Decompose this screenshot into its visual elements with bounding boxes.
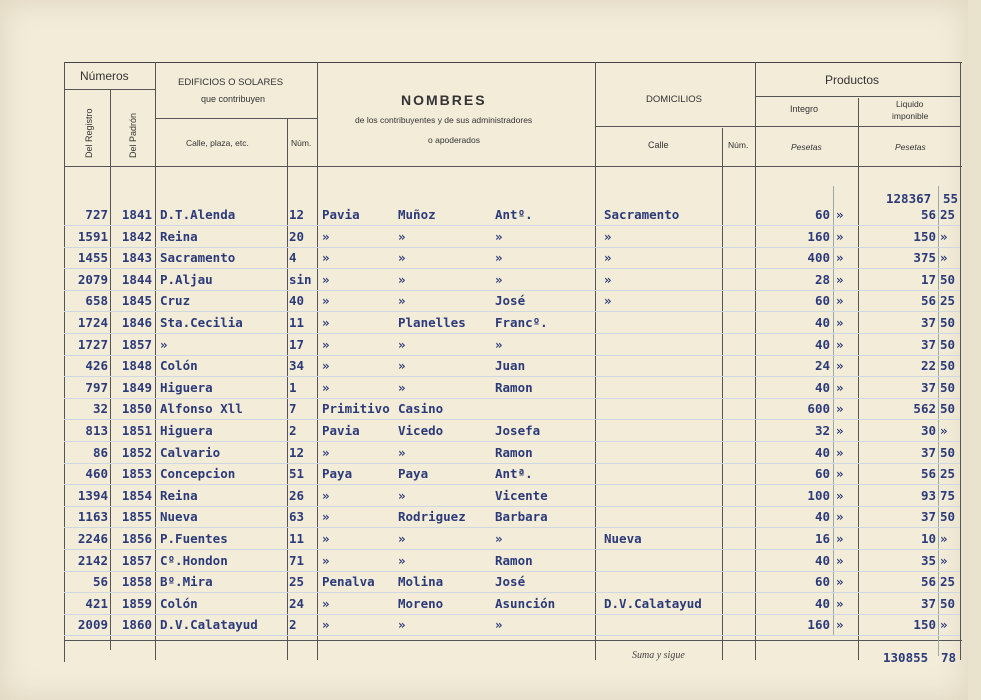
cell-apellido2: Planelles [398, 315, 466, 330]
cell-integro: 160 [807, 228, 830, 244]
cell-apellido2: Rodriguez [398, 509, 466, 525]
cell-liquido-cents: 50 [940, 336, 956, 352]
header-nombres-sub2: o apoderados [428, 135, 480, 145]
cell-liquido-cents: 50 [940, 595, 956, 611]
header-dom-num: Núm. [728, 140, 749, 150]
cell-integro: 100 [807, 487, 830, 503]
cell-integro-cents: » [836, 271, 844, 287]
cell-liquido: 56 [920, 574, 936, 590]
productos-rule [755, 96, 960, 97]
cell-apellido2: Muñoz [398, 207, 436, 222]
cell-liquido-cents: 50 [940, 509, 956, 525]
cell-liquido: 56 [920, 207, 936, 222]
row-rule [64, 268, 960, 269]
cell-apellido1: » [322, 315, 330, 330]
cell-liquido-cents: » [940, 552, 948, 568]
cell-liquido-cents: 50 [940, 271, 956, 287]
cell-registro: 2142 [77, 552, 108, 568]
cell-calle: Sta.Cecilia [160, 315, 243, 330]
cell-integro-cents: » [836, 315, 844, 330]
header-dom-calle: Calle [648, 140, 669, 150]
cell-liquido: 56 [920, 466, 936, 482]
cell-nombre: Asunción [495, 595, 556, 611]
cell-integro: 60 [814, 466, 830, 482]
cell-apellido2: » [398, 487, 406, 503]
cell-registro: 421 [85, 595, 108, 611]
cell-padron: 1846 [121, 315, 152, 330]
cell-apellido1: » [322, 552, 330, 568]
cell-apellido1: » [322, 444, 330, 460]
cell-calle: P.Aljau [160, 271, 213, 287]
header-nombres-sub1: de los contribuyentes y de sus administradores [355, 115, 533, 125]
cell-apellido2: » [398, 293, 406, 309]
cell-apellido2: » [398, 379, 406, 395]
cell-liquido: 37 [920, 595, 936, 611]
cell-liquido-cents: 25 [940, 207, 956, 222]
cell-calle: Reina [160, 487, 198, 503]
cell-integro: 16 [814, 531, 830, 546]
cell-registro: 1591 [77, 228, 108, 244]
cell-nombre: Josefa [495, 423, 541, 438]
edificios-rule [155, 118, 317, 119]
cell-integro-cents: » [836, 293, 844, 309]
cell-apellido1: » [322, 358, 330, 374]
cell-liquido: 17 [920, 271, 936, 287]
next-page-edge [968, 0, 981, 700]
row-rule [64, 549, 960, 550]
cell-apellido2: » [398, 552, 406, 568]
row-rule [64, 484, 960, 485]
cell-liquido: 37 [920, 315, 936, 330]
row-rule [64, 614, 960, 615]
table-bottom-rule [64, 640, 962, 641]
cell-apellido1: Penalva [322, 574, 375, 590]
cell-liquido: 22 [920, 358, 936, 374]
cell-calle: Colón [160, 358, 198, 374]
cell-registro: 658 [85, 293, 108, 309]
cell-calle: D.T.Alenda [160, 207, 236, 222]
cell-integro: 40 [814, 444, 830, 460]
cell-domicilio: » [604, 250, 612, 266]
suma-y-sigue-label: Suma y sigue [632, 650, 685, 661]
cell-liquido-cents: 50 [940, 379, 956, 395]
cell-liquido-cents: 50 [940, 358, 956, 374]
cell-integro-cents: » [836, 466, 844, 482]
cell-padron: 1842 [121, 228, 152, 244]
col-line [858, 98, 859, 660]
cell-registro: 86 [92, 444, 108, 460]
cell-apellido1: Primitivo [322, 401, 390, 417]
cell-num: 2 [289, 617, 297, 633]
cell-liquido-cents: 50 [940, 401, 956, 417]
cell-calle: Sacramento [160, 250, 236, 266]
cell-num: 11 [289, 315, 305, 330]
cell-num: 1 [289, 379, 297, 395]
cell-liquido: 37 [920, 336, 936, 352]
cell-liquido: 37 [920, 509, 936, 525]
cell-num: 17 [289, 336, 305, 352]
cell-nombre: Ramon [495, 444, 533, 460]
header-pesetas-liquido: Pesetas [895, 142, 926, 152]
row-rule [64, 527, 960, 528]
row-rule [64, 333, 960, 334]
row-rule [64, 506, 960, 507]
cell-padron: 1853 [121, 466, 152, 482]
cell-liquido-cents: 25 [940, 293, 956, 309]
cell-apellido1: » [322, 509, 330, 525]
cell-domicilio: » [604, 293, 612, 309]
row-rule [64, 571, 960, 572]
cell-calle: Concepcion [160, 466, 236, 482]
cell-calle: Colón [160, 595, 198, 611]
cell-integro-cents: » [836, 531, 844, 546]
cell-integro-cents: » [836, 617, 844, 633]
header-bottom-rule [64, 166, 962, 167]
cell-liquido: 150 [913, 617, 936, 633]
cell-liquido-cents: 50 [940, 315, 956, 330]
cell-registro: 460 [85, 466, 108, 482]
cell-padron: 1858 [121, 574, 152, 590]
cell-domicilio: » [604, 271, 612, 287]
cell-nombre: José [495, 293, 526, 309]
cell-liquido-cents: » [940, 617, 948, 633]
cell-registro: 2079 [77, 271, 108, 287]
cell-domicilio: D.V.Calatayud [604, 595, 702, 611]
cell-padron: 1851 [121, 423, 152, 438]
cell-registro: 426 [85, 358, 108, 374]
cell-integro: 40 [814, 552, 830, 568]
cell-nombre: » [495, 617, 503, 633]
col-line [287, 118, 288, 660]
cell-num: 7 [289, 401, 297, 417]
header-numeros: Números [80, 69, 129, 83]
cell-liquido-cents: 50 [940, 444, 956, 460]
row-rule [64, 635, 960, 636]
cell-integro-cents: » [836, 574, 844, 590]
cell-apellido2: » [398, 271, 406, 287]
row-rule [64, 225, 960, 226]
cell-apellido1: » [322, 487, 330, 503]
cell-calle: Nueva [160, 509, 198, 525]
cell-liquido: 37 [920, 379, 936, 395]
cell-integro: 40 [814, 336, 830, 352]
cell-padron: 1849 [121, 379, 152, 395]
cell-num: 25 [289, 574, 305, 590]
cell-integro: 40 [814, 379, 830, 395]
cell-apellido2: Casino [398, 401, 444, 417]
row-rule [64, 290, 960, 291]
cell-apellido2: » [398, 444, 406, 460]
cell-apellido2: » [398, 531, 406, 546]
cell-calle: Cruz [160, 293, 191, 309]
cell-apellido1: Pavia [322, 423, 360, 438]
cell-nombre: » [495, 271, 503, 287]
cell-padron: 1857 [121, 552, 152, 568]
cell-padron: 1855 [121, 509, 152, 525]
cell-integro-cents: » [836, 228, 844, 244]
cell-integro: 24 [814, 358, 830, 374]
header-pesetas-integro: Pesetas [791, 142, 822, 152]
cell-calle: D.V.Calatayud [160, 617, 258, 633]
cell-registro: 2246 [77, 531, 108, 546]
cell-liquido-cents: 25 [940, 574, 956, 590]
cell-domicilio: » [604, 228, 612, 244]
col-line [938, 186, 939, 656]
cell-integro-cents: » [836, 595, 844, 611]
cell-integro-cents: » [836, 444, 844, 460]
cell-apellido1: » [322, 617, 330, 633]
header-calle-plaza: Calle, plaza, etc. [186, 138, 249, 148]
cell-integro-cents: » [836, 423, 844, 438]
cell-calle: Cº.Hondon [160, 552, 228, 568]
cell-apellido2: » [398, 250, 406, 266]
header-edificios: EDIFICIOS O SOLARES [178, 77, 284, 88]
cell-num: 12 [289, 444, 305, 460]
col-line [110, 90, 111, 650]
cell-num: 12 [289, 207, 305, 222]
cell-calle: Reina [160, 228, 198, 244]
cell-apellido2: Paya [398, 466, 429, 482]
cell-integro: 32 [814, 423, 830, 438]
cell-liquido-cents: » [940, 250, 948, 266]
row-rule [64, 247, 960, 248]
cell-registro: 727 [85, 207, 108, 222]
cell-num: 34 [289, 358, 305, 374]
cell-registro: 797 [85, 379, 108, 395]
cell-registro: 1727 [77, 336, 108, 352]
cell-nombre: José [495, 574, 526, 590]
row-rule [64, 441, 960, 442]
cell-liquido: 56 [920, 293, 936, 309]
header-que-contribuyen: que contribuyen [201, 94, 266, 104]
top-rule [64, 62, 962, 63]
cell-padron: 1850 [121, 401, 152, 417]
row-rule [64, 376, 960, 377]
col-line [722, 128, 723, 660]
cell-domicilio: Sacramento [604, 207, 680, 222]
cell-apellido1: Pavia [322, 207, 360, 222]
cell-integro-cents: » [836, 401, 844, 417]
cell-nombre: Antº. [495, 207, 533, 222]
cell-apellido2: » [398, 336, 406, 352]
cell-padron: 1845 [121, 293, 152, 309]
cell-liquido-cents: 25 [940, 466, 956, 482]
footer-total-cents: 78 [941, 650, 957, 665]
cell-integro-cents: » [836, 379, 844, 395]
cell-liquido-cents: » [940, 531, 948, 546]
cell-nombre: Ramon [495, 379, 533, 395]
cell-integro: 600 [807, 401, 830, 417]
cell-padron: 1852 [121, 444, 152, 460]
cell-integro-cents: » [836, 336, 844, 352]
cell-integro: 60 [814, 293, 830, 309]
productos-sub-rule [755, 126, 960, 127]
cell-integro-cents: » [836, 509, 844, 525]
cell-integro-cents: » [836, 250, 844, 266]
header-integro: Integro [790, 104, 819, 114]
cell-liquido: 93 [920, 487, 936, 503]
numeros-rule [64, 89, 155, 90]
footer-total: 130855 [883, 650, 929, 665]
cell-num: 40 [289, 293, 305, 309]
cell-apellido2: Moreno [398, 595, 444, 611]
cell-domicilio: Nueva [604, 531, 642, 546]
cell-liquido-cents: » [940, 423, 948, 438]
cell-integro: 28 [814, 271, 830, 287]
cell-calle: Higuera [160, 423, 213, 438]
cell-apellido1: » [322, 228, 330, 244]
cell-registro: 813 [85, 423, 108, 438]
cell-num: 11 [289, 531, 305, 546]
col-line [64, 62, 65, 662]
cell-integro: 40 [814, 315, 830, 330]
cell-num: 2 [289, 423, 297, 438]
cell-integro: 60 [814, 207, 830, 222]
cell-num: sin [289, 271, 312, 287]
carry-over-pesetas: 128367 [886, 191, 932, 206]
cell-apellido1: » [322, 293, 330, 309]
cell-integro: 400 [807, 250, 830, 266]
cell-calle: Higuera [160, 379, 213, 395]
cell-integro-cents: » [836, 358, 844, 374]
header-productos: Productos [825, 73, 880, 87]
header-del-registro: Del Registro [84, 108, 94, 158]
header-nombres: NOMBRES [401, 92, 487, 108]
cell-num: 71 [289, 552, 305, 568]
cell-liquido: 35 [920, 552, 936, 568]
cell-nombre: Antª. [495, 466, 533, 482]
cell-padron: 1856 [121, 531, 152, 546]
cell-apellido1: » [322, 250, 330, 266]
cell-apellido1: » [322, 271, 330, 287]
cell-liquido: 562 [913, 401, 936, 417]
cell-padron: 1859 [121, 595, 152, 611]
cell-liquido: 30 [920, 423, 936, 438]
row-rule [64, 355, 960, 356]
col-line [960, 62, 961, 660]
cell-padron: 1857 [121, 336, 152, 352]
cell-liquido: 150 [913, 228, 936, 244]
cell-registro: 32 [92, 401, 108, 417]
cell-nombre: Barbara [495, 509, 548, 525]
cell-nombre: Francº. [495, 315, 548, 330]
cell-apellido2: » [398, 617, 406, 633]
cell-calle: Calvario [160, 444, 221, 460]
cell-integro-cents: » [836, 207, 844, 222]
cell-apellido1: Paya [322, 466, 353, 482]
cell-num: 24 [289, 595, 305, 611]
cell-integro-cents: » [836, 487, 844, 503]
cell-liquido: 375 [913, 250, 936, 266]
header-del-padron: Del Padrón [128, 112, 138, 158]
cell-calle: Alfonso Xll [160, 401, 243, 417]
cell-liquido: 10 [920, 531, 936, 546]
header-liquido: Liquido [896, 99, 924, 109]
cell-calle: Bº.Mira [160, 574, 213, 590]
cell-apellido1: » [322, 379, 330, 395]
cell-apellido1: » [322, 336, 330, 352]
cell-apellido1: » [322, 531, 330, 546]
cell-nombre: » [495, 228, 503, 244]
cell-registro: 1394 [77, 487, 108, 503]
cell-num: 20 [289, 228, 305, 244]
cell-apellido2: Vicedo [398, 423, 444, 438]
cell-nombre: Juan [495, 358, 526, 374]
cell-registro: 2009 [77, 617, 108, 633]
cell-num: 51 [289, 466, 305, 482]
col-line [833, 186, 834, 636]
cell-liquido: 37 [920, 444, 936, 460]
cell-calle: » [160, 336, 168, 352]
cell-nombre: Ramon [495, 552, 533, 568]
cell-registro: 1455 [77, 250, 108, 266]
cell-num: 26 [289, 487, 305, 503]
cell-registro: 56 [92, 574, 108, 590]
cell-nombre: » [495, 336, 503, 352]
cell-padron: 1844 [121, 271, 152, 287]
domicilios-rule [595, 126, 755, 127]
cell-apellido2: » [398, 358, 406, 374]
row-rule [64, 592, 960, 593]
cell-nombre: Vicente [495, 487, 548, 503]
carry-over-cents: 55 [943, 191, 959, 206]
row-rule [64, 311, 960, 312]
cell-padron: 1854 [121, 487, 152, 503]
row-rule [64, 398, 960, 399]
cell-integro: 160 [807, 617, 830, 633]
cell-padron: 1860 [121, 617, 152, 633]
cell-padron: 1848 [121, 358, 152, 374]
cell-apellido2: » [398, 228, 406, 244]
cell-apellido2: Molina [398, 574, 444, 590]
cell-nombre: » [495, 531, 503, 546]
cell-nombre: » [495, 250, 503, 266]
cell-integro: 40 [814, 595, 830, 611]
header-domicilios: DOMICILIOS [646, 94, 702, 105]
cell-apellido1: » [322, 595, 330, 611]
cell-num: 4 [289, 250, 297, 266]
cell-liquido-cents: 75 [940, 487, 956, 503]
header-imponible: imponible [892, 111, 929, 121]
cell-integro: 40 [814, 509, 830, 525]
cell-padron: 1843 [121, 250, 152, 266]
cell-integro: 60 [814, 574, 830, 590]
cell-integro-cents: » [836, 552, 844, 568]
cell-registro: 1724 [77, 315, 108, 330]
cell-calle: P.Fuentes [160, 531, 228, 546]
header-num: Núm. [291, 138, 312, 148]
row-rule [64, 419, 960, 420]
cell-liquido-cents: » [940, 228, 948, 244]
row-rule [64, 463, 960, 464]
cell-num: 63 [289, 509, 305, 525]
cell-registro: 1163 [77, 509, 108, 525]
cell-padron: 1841 [121, 207, 152, 222]
